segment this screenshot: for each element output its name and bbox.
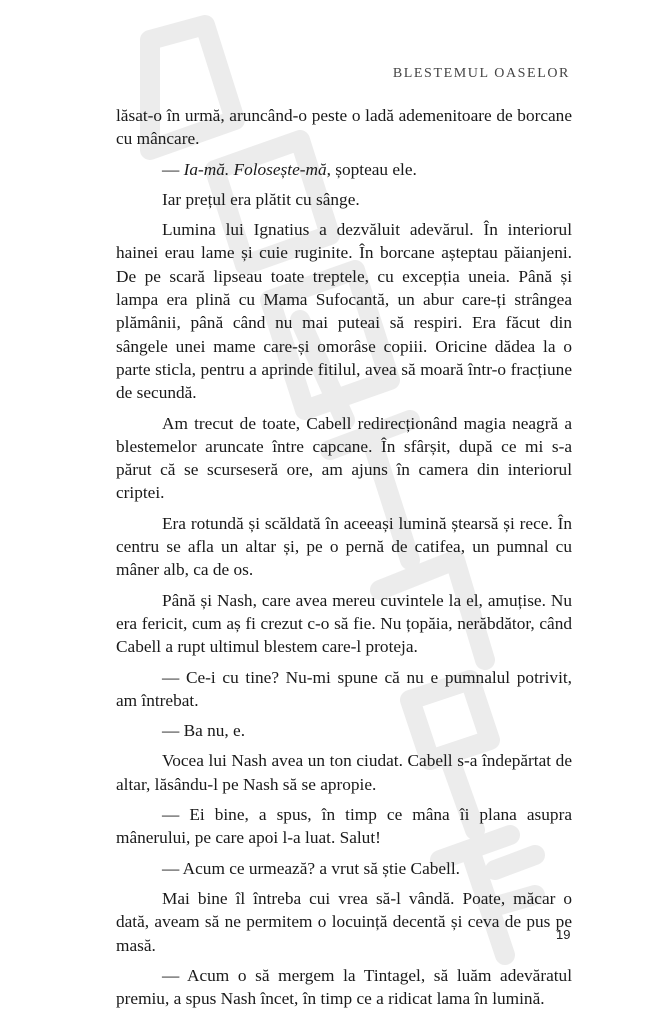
paragraph-7: Până și Nash, care avea mereu cuvintele la el, amuțise. Nu era fericit, cum aș fi crezut c-o să fie. Nu țopăia, nerăbdător, când Cabell a rupt ultimul blestem care-l proteja.: [116, 590, 572, 657]
paragraph-10: Vocea lui Nash avea un ton ciudat. Cabell s-a îndepărtat de altar, lăsându-l pe Nash să se apropie.: [116, 751, 572, 794]
paragraph-12: — Acum ce urmează? a vrut să știe Cabell.: [162, 858, 460, 878]
page-number: 19: [556, 927, 571, 942]
paragraph-2: [116, 158, 572, 181]
paragraph-8: — Ce-i cu tine? Nu-mi spune că nu e pumnalul potrivit, am întrebat.: [116, 667, 572, 710]
dialogue-dash: —: [162, 159, 184, 179]
paragraph-9: — Ba nu, e.: [162, 721, 246, 741]
running-header: BLESTEMUL OASELOR: [392, 66, 570, 81]
paragraph-5: Am trecut de toate, Cabell redirecționând magia neagră a blestemelor aruncate între capcane. În sfârșit, după ce mi s-a părut că se scurseseră ore, am ajuns în camera din interiorul criptei.: [116, 413, 572, 503]
italic-quote: Ia-mă. Folosește-mă: [183, 159, 327, 179]
paragraph-14: — Acum o să mergem la Tintagel, să luăm adevăratul premiu, a spus Nash încet, în timp ce a ridicat lama în lumină.: [116, 965, 572, 1009]
paragraph-3: Iar prețul era plătit cu sânge.: [162, 189, 360, 209]
chapter-body: [116, 104, 572, 1010]
paragraph-11: — Ei bine, a spus, în timp ce mâna îi plana asupra mânerului, pe care apoi l-a luat. Salut!: [116, 805, 572, 848]
paragraph-6: Era rotundă și scăldată în aceeași lumină ștearsă și rece. În centru se afla un altar și, pe o pernă de catifea, un pumnal cu mâner alb, ca de os.: [116, 513, 572, 580]
paragraph-4: Lumina lui Ignatius a dezvăluit adevărul. În interiorul hainei erau lame și cuie ruginite. În borcane așteptau păianjeni. De pe scară lipseau toate treptele, cu excepția uneia. Până și lampa era plină cu Mama Sufocantă, un abur care-ți strângea plămânii, până când nu mai puteai să respiri. Era făcut din sângele unei mame care-și omorâse copiii. Oricine dădea la o parte sticla, pentru a aprinde fitilul, avea să moară într-o fracțiune de secundă.: [116, 220, 572, 403]
dialogue-tail: , șopteau ele.: [326, 159, 417, 179]
paragraph-1: lăsat-o în urmă, aruncând-o peste o ladă ademenitoare de borcane cu mâncare.: [116, 106, 572, 149]
paragraph-13: Mai bine îl întreba cui vrea să-l vândă. Poate, măcar o dată, aveam să ne permitem o locuință decentă și ceva de pus pe masă.: [116, 888, 572, 955]
